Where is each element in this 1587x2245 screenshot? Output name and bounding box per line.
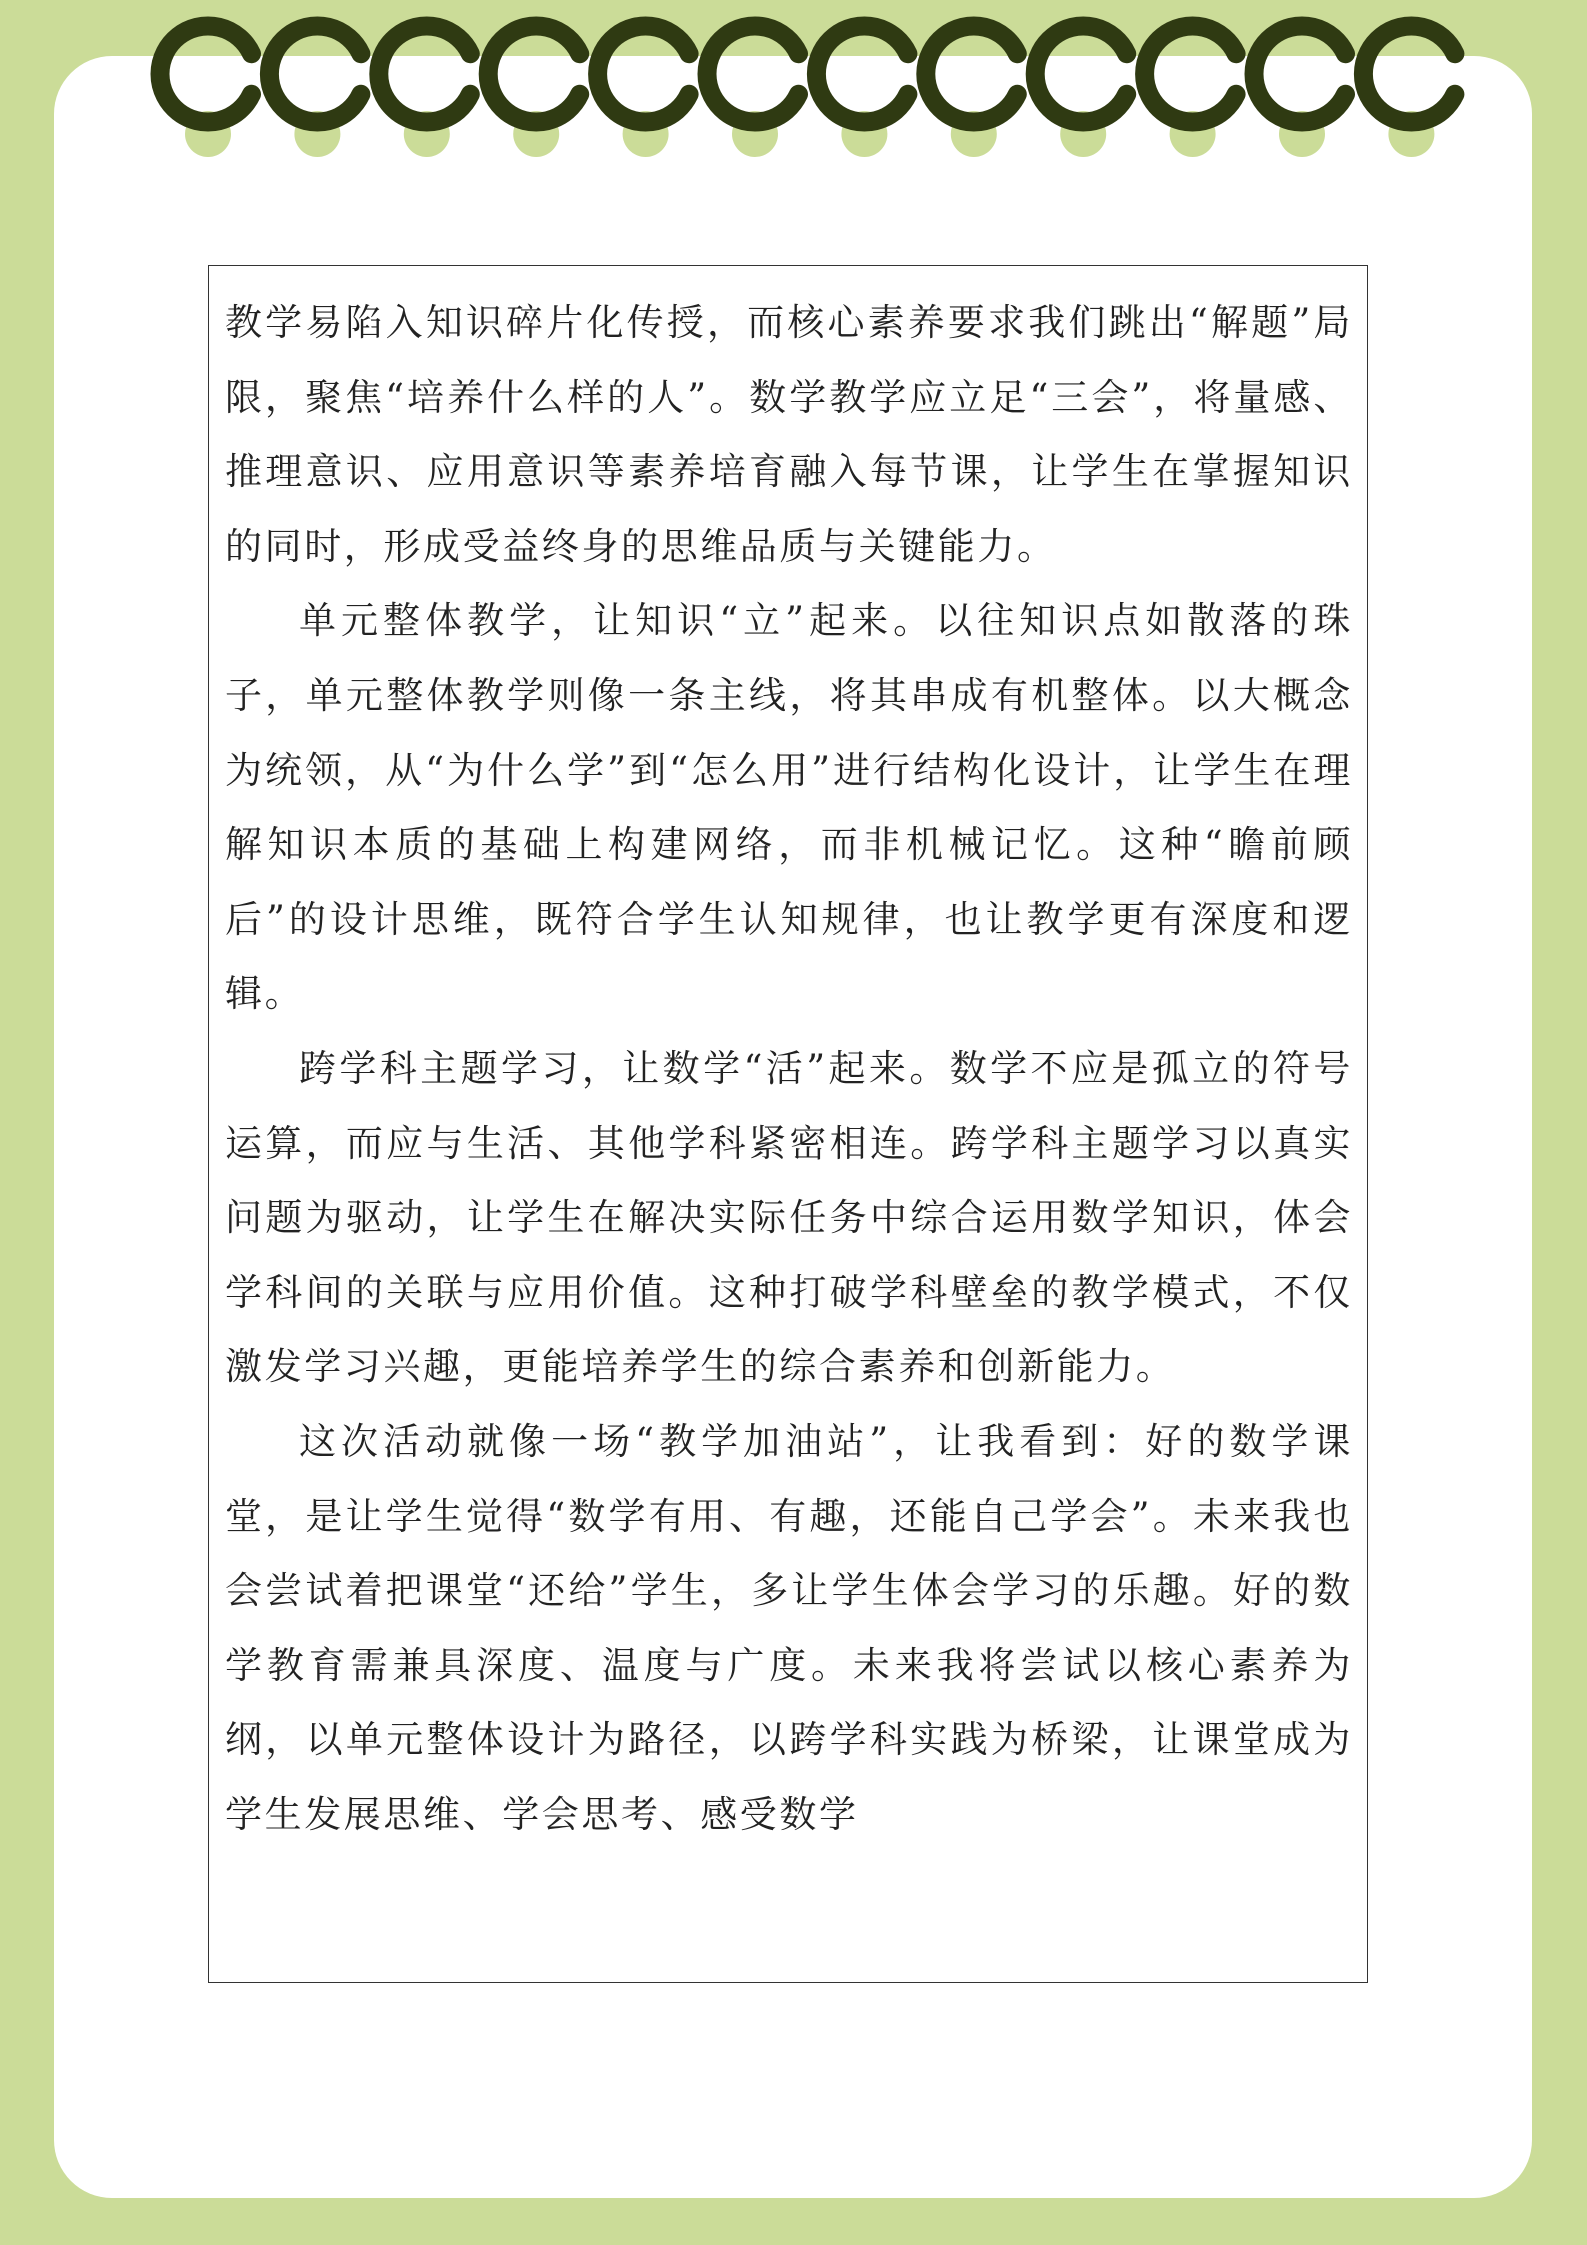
binding-ring [379,26,471,122]
binding-ring [160,26,252,122]
binding-ring [598,26,690,122]
binding-ring [1254,26,1346,122]
binding-ring [816,26,908,122]
text-box [208,265,1368,1983]
paragraph-4: 这次活动就像一场“教学加油站”，让我看到：好的数学课堂，是让学生觉得“数学有用、有趣，还能自己学会”。未来我也会尝试着把课堂“还给”学生，多让学生体会学习的乐趣。好的数学教育需兼具深度、温度与广度。未来我将尝试以核心素养为纲，以单元整体设计为路径，以跨学科实践为桥梁，让课堂成为学生发展思维、学会思考、感受数学 [225,1419,1353,1836]
binding-ring [926,26,1018,122]
paragraph-1: 教学易陷入知识碎片化传授，而核心素养要求我们跳出“解题”局限，聚焦“培养什么样的人”。数学教学应立足“三会”，将量感、推理意识、应用意识等素养培育融入每节课，让学生在掌握知识的同时，形成受益终身的思维品质与关键能力。 [225,301,1353,568]
paragraph-2: 单元整体教学，让知识“立”起来。以往知识点如散落的珠子，单元整体教学则像一条主线，将其串成有机整体。以大概念为统领，从“为什么学”到“怎么用”进行结构化设计，让学生在理解知识本质的基础上构建网络，而非机械记忆。这种“瞻前顾后”的设计思维，既符合学生认知规律，也让教学更有深度和逻辑。 [225,599,1353,1016]
binding-ring [1363,26,1455,122]
binding-ring [707,26,799,122]
binding-ring [269,26,361,122]
binding-ring [1145,26,1237,122]
spiral-binding [0,0,1587,170]
binding-ring [1035,26,1127,122]
paragraph-3: 跨学科主题学习，让数学“活”起来。数学不应是孤立的符号运算，而应与生活、其他学科紧密相连。跨学科主题学习以真实问题为驱动，让学生在解决实际任务中综合运用数学知识，体会学科间的关联与应用价值。这种打破学科壁垒的教学模式，不仅激发学习兴趣，更能培养学生的综合素养和创新能力。 [225,1046,1353,1389]
binding-ring [488,26,580,122]
